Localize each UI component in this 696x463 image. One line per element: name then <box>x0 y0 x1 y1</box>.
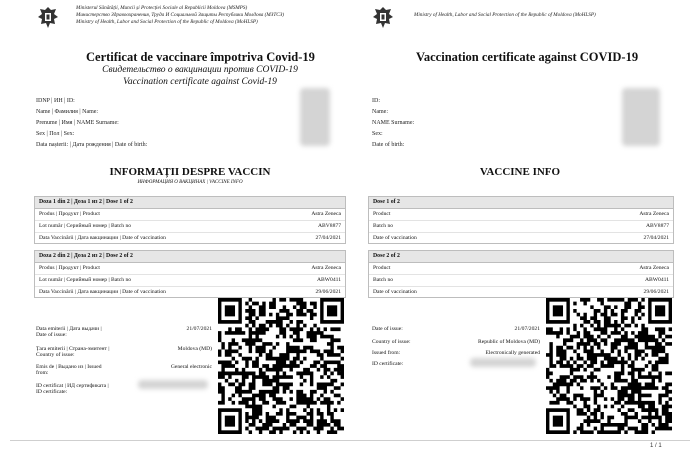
field-date-of-birth: Data nașterii: | Дата рождения | Date of birth: <box>36 142 148 148</box>
table-row: Batch no ABW0411 <box>369 275 673 287</box>
field-id: ID: <box>372 98 380 104</box>
issuer: Issued from: Electronically generated <box>372 350 540 356</box>
vaccine-info-subtitle: ИНФОРМАЦИЯ О ВАКЦИНАХ | VACCINE INFO <box>137 180 243 185</box>
page-divider <box>10 440 690 441</box>
table-row: Produs | Продукт | Product Astra Zeneca <box>35 263 345 275</box>
field-surname: NAME Surname: <box>372 120 415 126</box>
moldova-coat-of-arms-icon <box>37 6 59 30</box>
table-row: Lot număr | Серийный номер | Batch no ABV8877 <box>35 221 345 233</box>
field-sex: Sex | Пол | Sex: <box>36 131 75 137</box>
redacted-certificate-id <box>138 380 208 389</box>
table-row: Product Astra Zeneca <box>369 209 673 221</box>
certificate-id: ID certificate: <box>372 361 404 367</box>
dose-1-header: Dose 1 of 2 <box>369 197 673 209</box>
certificate-subtitle-en: Vaccination certificate against Covid-19 <box>123 77 277 87</box>
qr-code-left <box>218 298 344 434</box>
certificate-title-en: Vaccination certificate against COVID-19 <box>416 50 639 64</box>
table-row: Product Astra Zeneca <box>369 263 673 275</box>
dose-1-table <box>368 196 674 244</box>
field-sex: Sex: <box>372 131 383 137</box>
field-name: Name: <box>372 109 388 115</box>
redacted-personal-data <box>300 88 330 146</box>
ministry-line-en: Ministry of Health, Labor and Social Protection of the Republic of Moldova (MoHLSP) <box>76 19 258 25</box>
table-row: Data Vaccinării | Дата вакцинации | Date of vaccination 27/04/2021 <box>39 235 341 241</box>
vaccine-info-title-ro: INFORMAȚII DESPRE VACCIN <box>109 166 271 178</box>
certificate-title-ro: Certificat de vaccinare împotriva Covid-19 <box>86 50 315 64</box>
issuer: Emis de | Выдано из | Issued from: General electronic <box>36 364 212 376</box>
page-number: 1 / 1 <box>650 443 662 449</box>
dose-2-table <box>368 250 674 298</box>
ministry-line-en-right: Ministry of Health, Labor and Social Protection of the Republic of Moldova (MoHLSP) <box>414 12 596 18</box>
dose-2-table <box>34 250 346 298</box>
table-row: Data Vaccinării | Дата вакцинации | Date of vaccination 29/06/2021 <box>39 289 341 295</box>
certificate-subtitle-ru: Свидетельство о вакцинации против COVID-19 <box>102 65 298 75</box>
ministry-line-ru: Министерство Здравоохранения, Труда И Социальной Защиты Республики Молдова (МЗТСЗ) <box>76 12 284 18</box>
redacted-personal-data <box>622 88 660 146</box>
dose-2-header: Doza 2 din 2 | Доза 2 из 2 | Dose 2 of 2 <box>35 251 345 263</box>
field-idnp: IDNP | ИН | ID: <box>36 98 75 104</box>
ministry-line-ro: Ministerul Sănătății, Muncii și Protecției Sociale al Republicii Moldova (MSMPS) <box>76 5 248 11</box>
field-surname: Prenume | Имя | NAME Surname: <box>36 120 119 126</box>
moldova-coat-of-arms-icon <box>372 6 394 30</box>
field-name: Name | Фамилия | Name: <box>36 109 99 115</box>
field-date-of-birth: Date of birth: <box>372 142 405 148</box>
issue-country: Țara emiterii | Страна-эмитент | Country of issue: Moldova (MD) <box>36 346 212 358</box>
issue-date: Data emiterii | Дата выдачи | Date of issue: 21/07/2021 <box>36 326 212 338</box>
table-row: Batch no ABV8877 <box>369 221 673 233</box>
vaccine-info-title-en: VACCINE INFO <box>479 166 561 178</box>
dose-1-header: Doza 1 din 2 | Доза 1 из 2 | Dose 1 of 2 <box>35 197 345 209</box>
table-row: Date of vaccination 27/04/2021 <box>373 235 669 241</box>
redacted-certificate-id <box>470 358 536 367</box>
dose-2-header: Dose 2 of 2 <box>369 251 673 263</box>
issue-country: Country of issue: Republic of Moldova (MD) <box>372 339 540 345</box>
dose-1-table <box>34 196 346 244</box>
certificate-id: ID certificat | ИД сертификата | ID certificate: <box>36 383 109 395</box>
table-row: Produs | Продукт | Product Astra Zeneca <box>35 209 345 221</box>
table-row: Lot număr | Серийный номер | Batch no ABW0411 <box>35 275 345 287</box>
table-row: Date of vaccination 29/06/2021 <box>373 289 669 295</box>
qr-code-right <box>546 298 672 434</box>
issue-date: Date of issue: 21/07/2021 <box>372 326 540 332</box>
